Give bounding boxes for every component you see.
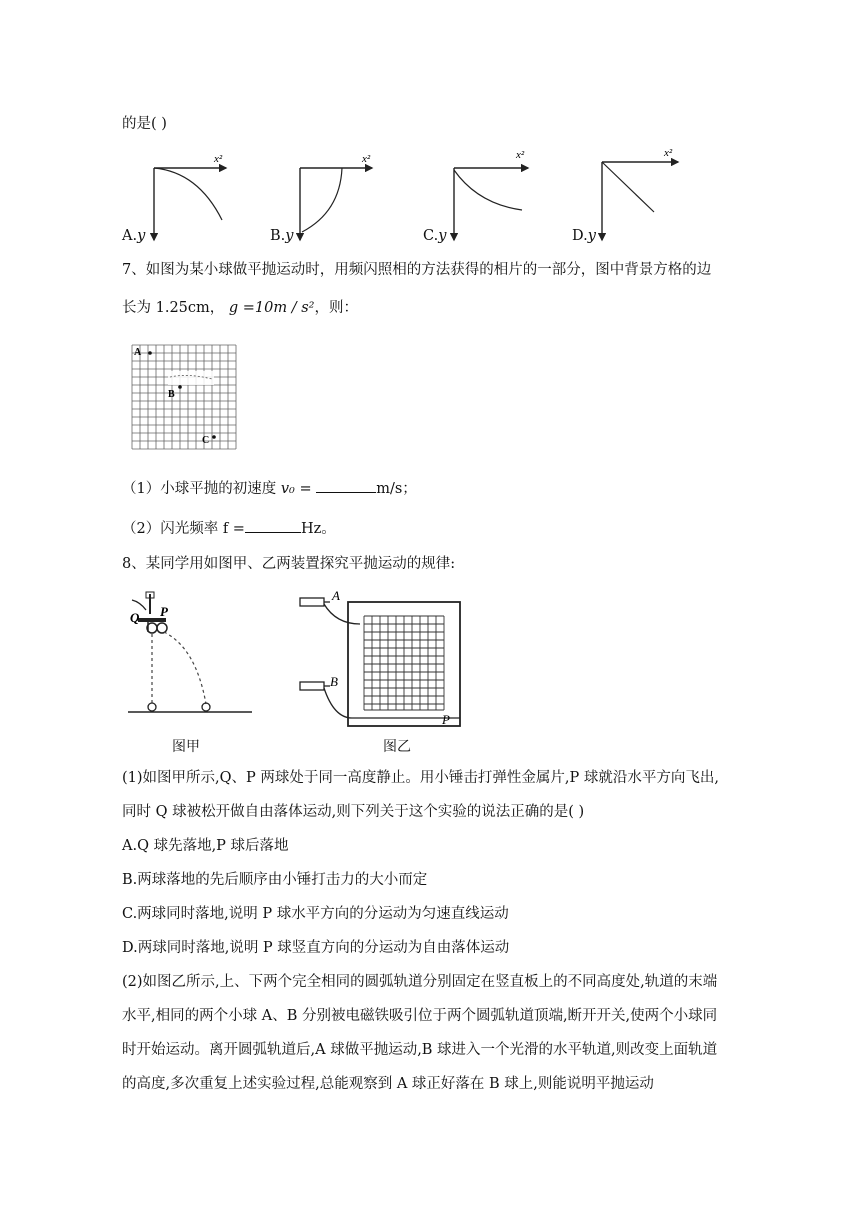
- label-p: P: [160, 604, 168, 619]
- point-c: [212, 435, 216, 439]
- graph-b-x-label: x²: [362, 153, 371, 165]
- q7-grid-figure: [128, 343, 243, 455]
- figure-yi: [296, 588, 471, 728]
- graph-d-x-label: x²: [664, 147, 673, 159]
- ball-p: [157, 623, 167, 633]
- q7-line1: 7、如图为某小球做平抛运动时，用频闪照相的方法获得的相片的一部分，图中背景方格的边: [122, 262, 712, 278]
- label-c: C: [202, 435, 210, 446]
- q8-part1-line2: 同时 Q 球被松开做自由落体运动,则下列关于这个实验的说法正确的是( ): [122, 804, 585, 820]
- q8-part2-line1: (2)如图乙所示,上、下两个完全相同的圆弧轨道分别固定在竖直板上的不同高度处,轨道的末端: [122, 974, 718, 990]
- graph-c: [454, 149, 528, 240]
- graph-a-x-label: x²: [214, 153, 223, 165]
- q6-tail: 的是( ): [122, 116, 167, 132]
- option-a-label: A.y: [122, 228, 146, 244]
- label-b-yi: B: [330, 674, 338, 689]
- figure-yi-caption: 图乙: [383, 739, 411, 755]
- q8-option-b: B.两球落地的先后顺序由小锤打击力的大小而定: [122, 872, 428, 888]
- option-b-label: B.y: [270, 228, 294, 244]
- q8-intro: 8、某同学用如图甲、乙两装置探究平抛运动的规律:: [122, 556, 456, 572]
- q8-part2-line4: 的高度,多次重复上述实验过程,总能观察到 A 球正好落在 B 球上,则能说明平抛运动: [122, 1076, 654, 1092]
- q7-sub1: （1）小球平抛的初速度 v₀ = m/s；: [122, 478, 417, 499]
- label-a: A: [134, 347, 142, 358]
- gravity-value: g =10m / s²: [228, 300, 315, 316]
- label-p-yi: P: [442, 712, 450, 727]
- label-a-yi: A: [332, 588, 340, 603]
- option-d-label: D.y: [572, 228, 596, 244]
- q7-sub2: （2）闪光频率 f = Hz。: [122, 518, 336, 539]
- graph-b: [300, 153, 372, 240]
- q8-option-a: A.Q 球先落地,P 球后落地: [122, 838, 289, 854]
- graph-d-line: [602, 162, 654, 212]
- point-a: [148, 351, 152, 355]
- graph-a-curve: [154, 168, 222, 220]
- q7-line2: 长为 1.25cm， g =10m / s²，则：: [122, 300, 358, 316]
- answer-blank-frequency[interactable]: [245, 518, 301, 533]
- q8-option-c: C.两球同时落地,说明 P 球水平方向的分运动为匀速直线运动: [122, 906, 509, 922]
- option-c-label: C.y: [423, 228, 447, 244]
- label-q: Q: [130, 610, 140, 625]
- answer-blank-v0[interactable]: [316, 478, 376, 493]
- graph-d: [602, 147, 678, 240]
- q6-option-graphs: [118, 140, 718, 245]
- point-b: [178, 385, 182, 389]
- q8-option-d: D.两球同时落地,说明 P 球竖直方向的分运动为自由落体运动: [122, 940, 510, 956]
- graph-a: [154, 153, 226, 240]
- q8-part2-line2: 水平,相同的两个小球 A、B 分别被电磁铁吸引位于两个圆弧轨道顶端,断开开关,使两个小球同: [122, 1008, 718, 1024]
- q8-part2-line3: 时开始运动。离开圆弧轨道后,A 球做平抛运动,B 球进入一个光滑的水平轨道,则改变上面轨道: [122, 1042, 718, 1058]
- graph-c-x-label: x²: [516, 149, 525, 161]
- figure-jia-caption: 图甲: [172, 739, 200, 755]
- graph-c-curve: [454, 170, 522, 210]
- track-a: [324, 604, 360, 624]
- figure-jia: [126, 588, 256, 713]
- label-b: B: [168, 389, 175, 400]
- graph-b-curve: [302, 168, 342, 232]
- q8-part1-line1: (1)如图甲所示,Q、P 两球处于同一高度静止。用小锤击打弹性金属片,P 球就沿水平方向飞出,: [122, 770, 719, 786]
